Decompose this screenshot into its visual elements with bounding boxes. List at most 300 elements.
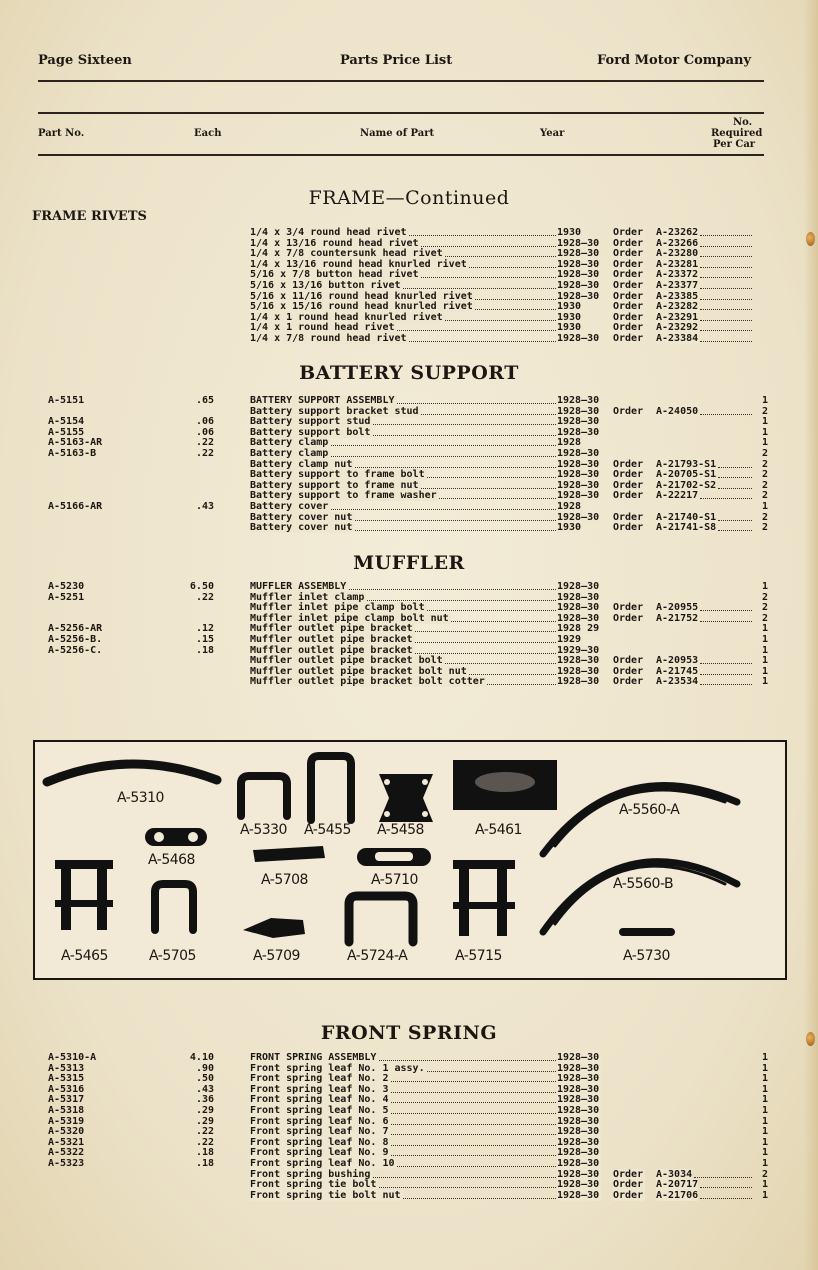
list-row <box>0 238 818 249</box>
order-reference: A-23291 <box>656 311 699 323</box>
part-name: Battery clamp nut <box>250 458 353 470</box>
order-reference: A-21752 <box>656 612 699 624</box>
part-name: Front spring leaf No. 9 <box>250 1147 389 1159</box>
order-label: Order <box>613 469 644 481</box>
part-number: A-5154 <box>48 416 85 428</box>
label-a5461: A-5461 <box>475 822 522 838</box>
part-name: Battery cover nut <box>250 511 353 523</box>
part-name: MUFFLER ASSEMBLY <box>250 581 347 592</box>
binder-pin <box>806 232 815 246</box>
list-row <box>0 634 818 645</box>
year: 1928–30 <box>557 1073 600 1085</box>
col-required-3: Per Car <box>713 139 756 150</box>
part-number: A-5320 <box>48 1126 85 1138</box>
list-row <box>0 1084 818 1095</box>
quantity: 1 <box>761 426 768 438</box>
quantity: 1 <box>761 1105 768 1116</box>
leader-dots <box>700 610 752 611</box>
part-name: Front spring leaf No. 7 <box>250 1126 389 1138</box>
order-reference: A-23292 <box>656 322 699 334</box>
list-row <box>0 248 818 259</box>
part-number: A-5251 <box>48 591 85 603</box>
leader-dots <box>718 477 752 478</box>
section-title-muffler: MUFFLER <box>353 552 465 574</box>
order-label: Order <box>613 248 644 260</box>
part-name: Muffler outlet pipe bracket bolt cotter <box>250 676 485 688</box>
year: 1928–30 <box>557 1083 600 1095</box>
part-name: Front spring leaf No. 6 <box>250 1115 389 1127</box>
list-row <box>0 613 818 624</box>
leader-dots <box>718 488 752 489</box>
order-reference: A-23282 <box>656 301 699 313</box>
part-name: Battery cover nut <box>250 522 353 534</box>
list-row <box>0 427 818 438</box>
list-row <box>0 602 818 613</box>
price: .22 <box>195 437 214 449</box>
quantity: 2 <box>761 522 768 534</box>
part-name: Front spring leaf No. 10 <box>250 1158 395 1169</box>
part-name: Muffler outlet pipe bracket <box>250 623 413 635</box>
year: 1928–30 <box>557 490 600 502</box>
order-reference: A-23377 <box>656 280 699 291</box>
quantity: 1 <box>761 1052 768 1063</box>
quantity: 1 <box>761 623 768 635</box>
year: 1928–30 <box>557 1126 600 1138</box>
price: .15 <box>195 634 214 645</box>
year: 1930 <box>557 311 582 323</box>
order-reference: A-23534 <box>656 676 699 688</box>
label-a5724a: A-5724-A <box>347 948 408 964</box>
part-name: 1/4 x 1 round head knurled rivet <box>250 311 443 323</box>
part-name: 1/4 x 13/16 round head rivet <box>250 237 419 249</box>
list-row <box>0 301 818 312</box>
price: .22 <box>195 591 214 603</box>
year: 1928 29 <box>557 623 600 635</box>
part-name: Front spring leaf No. 8 <box>250 1136 389 1148</box>
col-name: Name of Part <box>360 128 435 139</box>
order-reference: A-3034 <box>656 1168 693 1180</box>
price: .65 <box>195 395 214 406</box>
order-label: Order <box>613 522 644 534</box>
year: 1928–30 <box>557 1147 600 1159</box>
part-name: Battery support bolt <box>250 426 371 438</box>
list-row <box>0 1116 818 1127</box>
year: 1928–30 <box>557 602 600 614</box>
order-reference: A-21793-S1 <box>656 458 717 470</box>
parts-illustration <box>33 740 787 980</box>
list-row <box>0 1052 818 1063</box>
part-name: 5/16 x 7/8 button head rivet <box>250 269 419 281</box>
price: .22 <box>195 1126 214 1138</box>
list-row <box>0 655 818 666</box>
year: 1929 <box>557 634 582 645</box>
part-name: Front spring leaf No. 5 <box>250 1105 389 1116</box>
order-label: Order <box>613 405 644 417</box>
quantity: 1 <box>761 416 768 428</box>
list-row <box>0 676 818 687</box>
part-number: A-5319 <box>48 1115 85 1127</box>
part-name: Battery support stud <box>250 416 371 428</box>
list-row <box>0 333 818 344</box>
quantity: 2 <box>761 612 768 624</box>
part-number: A-5163-B <box>48 448 97 459</box>
price: .36 <box>195 1094 214 1106</box>
quantity: 2 <box>761 469 768 481</box>
section-title-frame: FRAME—Continued <box>308 187 510 209</box>
order-label: Order <box>613 333 644 344</box>
part-name: Battery cover <box>250 501 329 512</box>
label-a5710: A-5710 <box>371 872 418 888</box>
page-number: Page Sixteen <box>38 53 132 68</box>
quantity: 1 <box>761 644 768 656</box>
list-row <box>0 280 818 291</box>
leader-dots <box>700 341 752 342</box>
part-name: Front spring leaf No. 3 <box>250 1083 389 1095</box>
part-number: A-5151 <box>48 395 85 406</box>
label-a5468: A-5468 <box>148 852 195 868</box>
list-row <box>0 459 818 470</box>
price: .06 <box>195 426 214 438</box>
order-reference: A-21741-S8 <box>656 522 717 534</box>
column-header-bottom-rule <box>38 154 764 156</box>
part-name: Front spring tie bolt nut <box>250 1189 401 1201</box>
year: 1928–30 <box>557 426 600 438</box>
order-reference: A-21706 <box>656 1189 699 1201</box>
part-number: A-5163-AR <box>48 437 103 449</box>
year: 1928–30 <box>557 405 600 417</box>
quantity: 1 <box>761 634 768 645</box>
part-number: A-5323 <box>48 1158 85 1169</box>
year: 1928–30 <box>557 1189 600 1201</box>
price: .06 <box>195 416 214 428</box>
col-year: Year <box>540 128 565 139</box>
order-label: Order <box>613 511 644 523</box>
quantity: 1 <box>761 655 768 667</box>
header-rule <box>38 80 764 82</box>
price: .18 <box>195 1158 214 1169</box>
part-name: 1/4 x 1 round head rivet <box>250 322 395 334</box>
list-row <box>0 501 818 512</box>
part-name: BATTERY SUPPORT ASSEMBLY <box>250 395 395 406</box>
list-row <box>0 1094 818 1105</box>
price: .12 <box>195 623 214 635</box>
order-reference: A-20955 <box>656 602 699 614</box>
part-name: Battery support to frame nut <box>250 479 419 491</box>
list-row <box>0 623 818 634</box>
year: 1928–30 <box>557 448 600 459</box>
col-part-no: Part No. <box>38 128 85 139</box>
list-row <box>0 1073 818 1084</box>
year: 1928–30 <box>557 333 600 344</box>
order-label: Order <box>613 665 644 677</box>
quantity: 2 <box>761 479 768 491</box>
year: 1928–30 <box>557 511 600 523</box>
order-label: Order <box>613 237 644 249</box>
year: 1928–30 <box>557 1158 600 1169</box>
part-number: A-5256-AR <box>48 623 103 635</box>
order-label: Order <box>613 1168 644 1180</box>
leader-dots <box>700 288 752 289</box>
leader-dots <box>700 414 752 415</box>
leader-dots <box>700 246 752 247</box>
year: 1928–30 <box>557 469 600 481</box>
year: 1928–30 <box>557 612 600 624</box>
leader-dots <box>700 1198 752 1199</box>
year: 1928–30 <box>557 1168 600 1180</box>
part-number: A-5316 <box>48 1083 85 1095</box>
price: .43 <box>195 1083 214 1095</box>
year: 1928–30 <box>557 1105 600 1116</box>
part-name: Front spring bushing <box>250 1168 371 1180</box>
part-number: A-5321 <box>48 1136 85 1148</box>
quantity: 1 <box>761 1115 768 1127</box>
year: 1928–30 <box>557 1094 600 1106</box>
year: 1930 <box>557 301 582 313</box>
order-reference: A-23372 <box>656 269 699 281</box>
part-name: 5/16 x 11/16 round head knurled rivet <box>250 290 473 302</box>
order-label: Order <box>613 655 644 667</box>
leader-dots <box>700 330 752 331</box>
leader-dots <box>694 1177 752 1178</box>
order-reference: A-23262 <box>656 227 699 238</box>
order-reference: A-22217 <box>656 490 699 502</box>
label-a5560a: A-5560-A <box>619 802 680 818</box>
part-name: Battery clamp <box>250 437 329 449</box>
year: 1928–30 <box>557 665 600 677</box>
part-name: Battery clamp <box>250 448 329 459</box>
price: .43 <box>195 501 214 512</box>
part-name: Battery support bracket stud <box>250 405 419 417</box>
part-number: A-5318 <box>48 1105 85 1116</box>
order-reference: A-21740-S1 <box>656 511 717 523</box>
quantity: 2 <box>761 405 768 417</box>
price: .22 <box>195 1136 214 1148</box>
part-number: A-5315 <box>48 1073 85 1085</box>
quantity: 2 <box>761 458 768 470</box>
list-row <box>0 1137 818 1148</box>
quantity: 1 <box>761 1147 768 1159</box>
price: .18 <box>195 644 214 656</box>
part-name: Muffler inlet pipe clamp bolt nut <box>250 612 449 624</box>
label-a5458: A-5458 <box>377 822 424 838</box>
leader-dots <box>700 277 752 278</box>
quantity: 2 <box>761 511 768 523</box>
part-number: A-5166-AR <box>48 501 103 512</box>
part-name: Front spring tie bolt <box>250 1179 377 1191</box>
year: 1928–30 <box>557 1062 600 1074</box>
part-name: Muffler outlet pipe bracket <box>250 634 413 645</box>
section-title-battery: BATTERY SUPPORT <box>299 362 519 384</box>
list-row <box>0 291 818 302</box>
quantity: 2 <box>761 490 768 502</box>
leader-dots <box>718 467 752 468</box>
order-reference: A-21702-S2 <box>656 479 717 491</box>
part-name: Battery support to frame washer <box>250 490 437 502</box>
order-reference: A-24050 <box>656 405 699 417</box>
quantity: 1 <box>761 395 768 406</box>
year: 1928–30 <box>557 1052 600 1063</box>
price: .50 <box>195 1073 214 1085</box>
company-name: Ford Motor Company <box>597 53 752 68</box>
leader-dots <box>718 530 752 531</box>
year: 1928–30 <box>557 269 600 281</box>
list-row <box>0 416 818 427</box>
order-reference: A-23266 <box>656 237 699 249</box>
order-label: Order <box>613 311 644 323</box>
year: 1928–30 <box>557 290 600 302</box>
leader-dots <box>700 256 752 257</box>
order-reference: A-20953 <box>656 655 699 667</box>
quantity: 1 <box>761 501 768 512</box>
part-number: A-5310-A <box>48 1052 97 1063</box>
part-name: Front spring leaf No. 2 <box>250 1073 389 1085</box>
leader-dots <box>700 498 752 499</box>
list-row <box>0 437 818 448</box>
order-label: Order <box>613 1189 644 1201</box>
label-a5560b: A-5560-B <box>613 876 674 892</box>
part-number: A-5317 <box>48 1094 85 1106</box>
order-label: Order <box>613 227 644 238</box>
order-label: Order <box>613 612 644 624</box>
list-row <box>0 512 818 523</box>
list-row <box>0 448 818 459</box>
year: 1928–30 <box>557 676 600 688</box>
year: 1928–30 <box>557 395 600 406</box>
quantity: 1 <box>761 1062 768 1074</box>
quantity: 2 <box>761 448 768 459</box>
order-label: Order <box>613 322 644 334</box>
list-row <box>0 645 818 656</box>
year: 1928 <box>557 501 582 512</box>
part-name: 1/4 x 13/16 round head knurled rivet <box>250 258 467 270</box>
label-a5310: A-5310 <box>117 790 164 806</box>
quantity: 1 <box>761 676 768 688</box>
order-label: Order <box>613 290 644 302</box>
part-name: FRONT SPRING ASSEMBLY <box>250 1052 377 1063</box>
year: 1928–30 <box>557 280 600 291</box>
order-reference: A-20717 <box>656 1179 699 1191</box>
part-name: Battery support to frame bolt <box>250 469 425 481</box>
quantity: 2 <box>761 591 768 603</box>
label-a5465: A-5465 <box>61 948 108 964</box>
order-label: Order <box>613 269 644 281</box>
quantity: 2 <box>761 602 768 614</box>
leader-dots <box>700 674 752 675</box>
list-row <box>0 522 818 533</box>
part-name: 1/4 x 7/8 round head rivet <box>250 333 407 344</box>
part-name: 1/4 x 3/4 round head rivet <box>250 227 407 238</box>
year: 1928–30 <box>557 581 600 592</box>
list-row <box>0 1147 818 1158</box>
part-name: 5/16 x 13/16 button rivet <box>250 280 401 291</box>
list-row <box>0 1105 818 1116</box>
list-row <box>0 406 818 417</box>
quantity: 1 <box>761 1094 768 1106</box>
order-reference: A-23281 <box>656 258 699 270</box>
quantity: 1 <box>761 1083 768 1095</box>
price: .90 <box>195 1062 214 1074</box>
year: 1928–30 <box>557 1136 600 1148</box>
quantity: 1 <box>761 581 768 592</box>
quantity: 1 <box>761 665 768 677</box>
list-row <box>0 469 818 480</box>
part-number: A-5322 <box>48 1147 85 1159</box>
label-a5730: A-5730 <box>623 948 670 964</box>
label-a5330: A-5330 <box>240 822 287 838</box>
side-label-frame-rivets: FRAME RIVETS <box>32 209 147 224</box>
leader-dots <box>700 684 752 685</box>
quantity: 2 <box>761 1168 768 1180</box>
col-each: Each <box>194 128 222 139</box>
list-row <box>0 592 818 603</box>
leader-dots <box>700 1187 752 1188</box>
quantity: 1 <box>761 1136 768 1148</box>
year: 1928–30 <box>557 258 600 270</box>
list-row <box>0 395 818 406</box>
part-name: 5/16 x 15/16 round head knurled rivet <box>250 301 473 313</box>
price: 6.50 <box>189 581 214 592</box>
price: .18 <box>195 1147 214 1159</box>
year: 1928–30 <box>557 591 600 603</box>
part-name: Muffler inlet clamp <box>250 591 365 603</box>
leader-dots <box>700 320 752 321</box>
column-header-top-rule <box>38 112 764 114</box>
part-number: A-5313 <box>48 1062 85 1074</box>
order-reference: A-23384 <box>656 333 699 344</box>
col-required-2: Required <box>711 128 763 139</box>
part-number: A-5230 <box>48 581 85 592</box>
order-reference: A-23280 <box>656 248 699 260</box>
leader-dots <box>700 299 752 300</box>
document-title: Parts Price List <box>340 53 453 68</box>
order-label: Order <box>613 479 644 491</box>
list-row <box>0 322 818 333</box>
quantity: 1 <box>761 1126 768 1138</box>
order-reference: A-20705-S1 <box>656 469 717 481</box>
leader-dots <box>700 621 752 622</box>
year: 1930 <box>557 522 582 534</box>
price: .22 <box>195 448 214 459</box>
list-row <box>0 666 818 677</box>
part-name: Muffler outlet pipe bracket <box>250 644 413 656</box>
list-row <box>0 259 818 270</box>
order-label: Order <box>613 676 644 688</box>
label-a5708: A-5708 <box>261 872 308 888</box>
quantity: 1 <box>761 1179 768 1191</box>
price: .29 <box>195 1115 214 1127</box>
year: 1928–30 <box>557 479 600 491</box>
quantity: 1 <box>761 437 768 449</box>
part-name: Muffler inlet pipe clamp bolt <box>250 602 425 614</box>
order-label: Order <box>613 490 644 502</box>
binder-pin <box>806 1032 815 1046</box>
part-name: 1/4 x 7/8 countersunk head rivet <box>250 248 443 260</box>
year: 1930 <box>557 322 582 334</box>
year: 1928–30 <box>557 1115 600 1127</box>
quantity: 1 <box>761 1189 768 1201</box>
order-reference: A-21745 <box>656 665 699 677</box>
order-label: Order <box>613 602 644 614</box>
order-label: Order <box>613 258 644 270</box>
list-row <box>0 480 818 491</box>
leader-dots <box>700 663 752 664</box>
list-row <box>0 1126 818 1137</box>
list-row <box>0 490 818 501</box>
list-row <box>0 1063 818 1074</box>
year: 1930 <box>557 227 582 238</box>
quantity: 1 <box>761 1158 768 1169</box>
order-label: Order <box>613 301 644 313</box>
